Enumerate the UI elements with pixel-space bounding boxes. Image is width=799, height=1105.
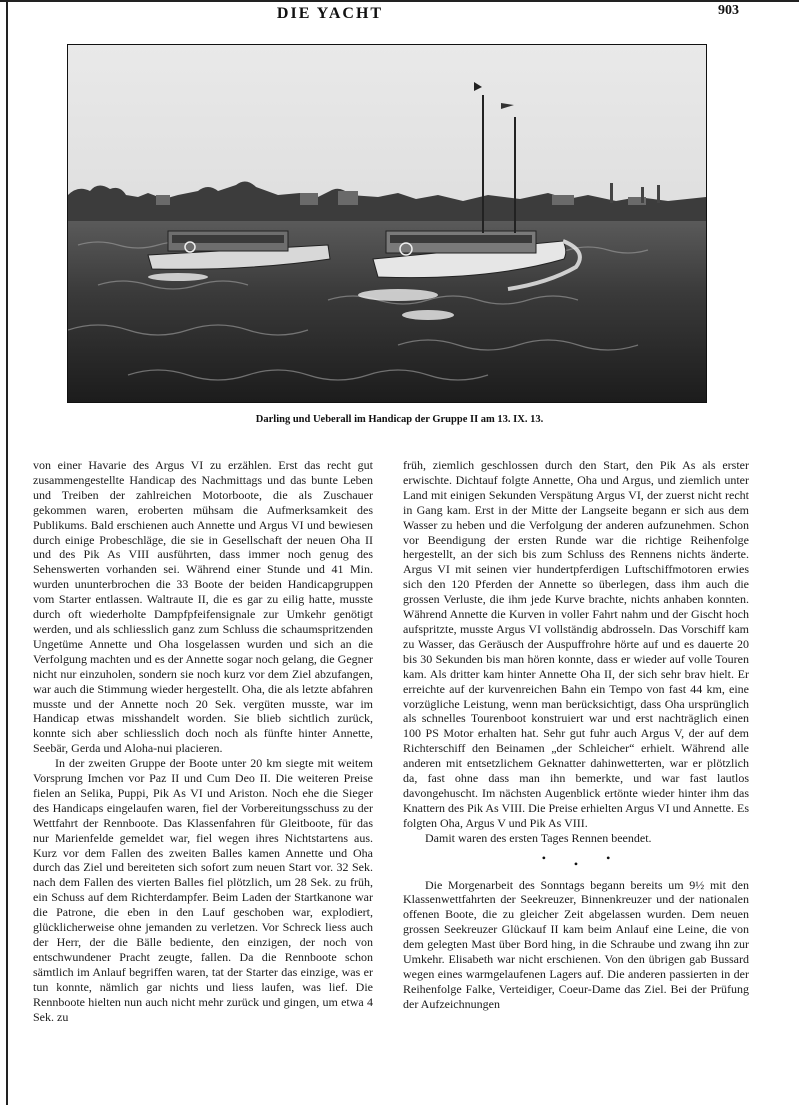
- left-border-line: [6, 0, 8, 1105]
- page-number: 903: [718, 3, 739, 18]
- ornament-dot: •: [606, 850, 611, 865]
- paragraph: In der zweiten Gruppe der Boote unter 20 km siegte mit weitem Vorsprung Imchen vor Paz II und Cum Deo II. Die weiteren Preise fielen an Selika, Puppi, Pik As VI und Ariston. Noch ehe die Sieger des Handicaps eingelaufen waren, fiel der Vorbereitungsschuss zu der Wettfahrt der Rennboote. Das Klassenfahren für Gleitboote, für das nur Marienfelde gemeldet war, fiel wegen ihres Nichtstartens aus. Kurz vor dem Fallen des zweiten Balles kamen Annette und Oha durch das Ziel und bereiteten sich sofort zum neuen Start vor. 32 Sek. nach dem Fallen des vierten Balles fiel plötzlich, um 28 Sek. zu früh, ein Schuss auf dem Richterdampfer. Beim Laden der Startkanone war die Patrone, die eben in den Lauf geschoben war, explodiert, glücklicherweise ohne jemanden zu verletzen. Vor Schreck liess auch der Herr, der die Bälle bediente, den einzigen, der noch von entschwundener Pracht zeugte, fallen. Da die Rennboote schon sämtlich im Anlauf begriffen waren, tat der Starter das einzige, was er tun konnte, nämlich gar nichts und liess laufen, was lief. Die Rennboote hielten nun auch nicht mehr zurück und gingen, um etwa 4 Sek. zu: [33, 756, 373, 1024]
- motorboat-photograph: [67, 44, 707, 403]
- ornament-dot: •: [541, 850, 546, 865]
- section-divider-ornament: [403, 850, 749, 871]
- ornament-dot: •: [573, 856, 579, 871]
- photo-illustration: [68, 45, 706, 402]
- left-text-column: [33, 458, 373, 1024]
- paragraph: von einer Havarie des Argus VI zu erzählen. Erst das recht gut zusammengestellte Handicap des Nachmittags und das bunte Leben und Treiben der zahlreichen Motorboote, die als Zuschauer gekommen waren, eroberten mühsam die Aufmerksamkeit des Publikums. Bald erschienen auch Annette und Argus VI und bewiesen durch einige Probeschläge, die sie in Gesellschaft der neuen Oha II und des Pik As VIII ausführten, dass immer noch genug des Sehenswerten vorhanden sei. Während einer Stunde und 41 Min. wurden ununterbrochen die 33 Boote der beiden Handicapgruppen vom Starter entlassen. Waltraute II, die es gar zu eilig hatte, musste durch oft wiederholte Dampfpfeifensignale zur Umkehr genötigt werden, und als schliesslich ganz zum Schluss die schaumspritzenden Ungetüme Annette und Oha losgelassen wurden und sich an die Verfolgung machten und es der Annette sogar noch gelang, die Gegner nicht nur einzuholen, sondern sie noch kurz vor dem Ziel abzufangen, war auch die Stimmung wieder hergestellt. Oha, die als letzte abfahren musste und der Annette noch 20 Sek. vergüten musste, war im Handicap etwas misshandelt worden. Sie blieb sichtlich zurück, konnte sich aber schliesslich doch noch als fünfte hinter Annette, Seebär, Gerda und Aloha-nui placieren.: [33, 458, 373, 756]
- paragraph: früh, ziemlich geschlossen durch den Start, den Pik As als erster erwischte. Dichtauf folgte Annette, Oha und Argus, und ziemlich unter Land mit einigen Sekunden Verspätung Argus VI, der zuerst nicht recht in Gang kam. Erst in der Mitte der Langseite begann er sich aus dem Wasser zu heben und die Verfolgung der anderen aufzunehmen. Schon vor Beendigung der ersten Runde war die richtige Reihenfolge hergestellt, an der sich bis zum Schluss des Rennens nichts änderte. Argus VI mit seinen vier hundertpferdigen Luftschiffmotoren erwies sich den 120 Pferden der Annette so überlegen, dass ihm auch die grossen Verluste, die ihm jede Kurve brachte, nichts anhaben konnten. Während Annette die Kurven in voller Fahrt nahm und der Gischt hoch aufspritzte, musste Argus VI vollständig abdrosseln. Das Vorschiff kam zu Wasser, das Geräusch der Auspuffrohre hörte auf und es dauerte 20 bis 30 Sekunden bis man hören konnte, dass er wieder auf volle Touren kam. Als dritter kam hinter Annette Oha II, der sich sehr brav hielt. Er erreichte auf der kurvenreichen Bahn ein Tempo von fast 44 km, eine vorzügliche Leistung, wenn man berücksichtigt, dass Oha ursprünglich als schnelles Tourenboot konstruiert war und erst nachträglich einen 100 PS Motor erhalten hat. Sehr gut fuhr auch Argus V, der auf dem Richterschiff den Beinamen „der Schleicher“ erhielt. Während alle anderen mit entsetzlichem Geknatter dahinwetterten, war er plötzlich da, fast ohne dass man ihn bemerkte, und war fast lautlos davongehuscht. Im nächsten Augenblick ertönte wieder hinter ihm das Knattern des Pik As VIII. Die Preise erhielten Argus VI und Annette. Es folgten Oha, Argus V und Pik As VIII.: [403, 458, 749, 830]
- right-text-column: [403, 458, 749, 1012]
- paragraph: Die Morgenarbeit des Sonntags begann bereits um 9½ mit den Klassenwettfahrten der Seekreuzer, Binnenkreuzer und der nationalen offenen Boote, die zu gleicher Zeit abgelassen wurden. Dem neuen grossen Seekreuzer Glückauf II kam beim Anlauf eine Leine, die von dem gelegten Mast über Bord hing, in die Schraube und zwang ihn zur Umkehr. Elisabeth war nicht erschienen. Von den übrigen gab Bussard wegen eines warmgelaufenen Lagers auf. Die anderen passierten in der Reihenfolge Falke, Verteidiger, Coeur-Dame das Ziel. Bei der Prüfung der Aufzeichnungen: [403, 877, 749, 1011]
- paragraph: Damit waren des ersten Tages Rennen beendet.: [425, 830, 652, 845]
- running-header-title: DIE YACHT: [276, 5, 384, 22]
- top-border-line: [0, 0, 799, 2]
- photo-caption: Darling und Ueberall im Handicap der Gruppe II am 13. IX. 13.: [255, 414, 544, 425]
